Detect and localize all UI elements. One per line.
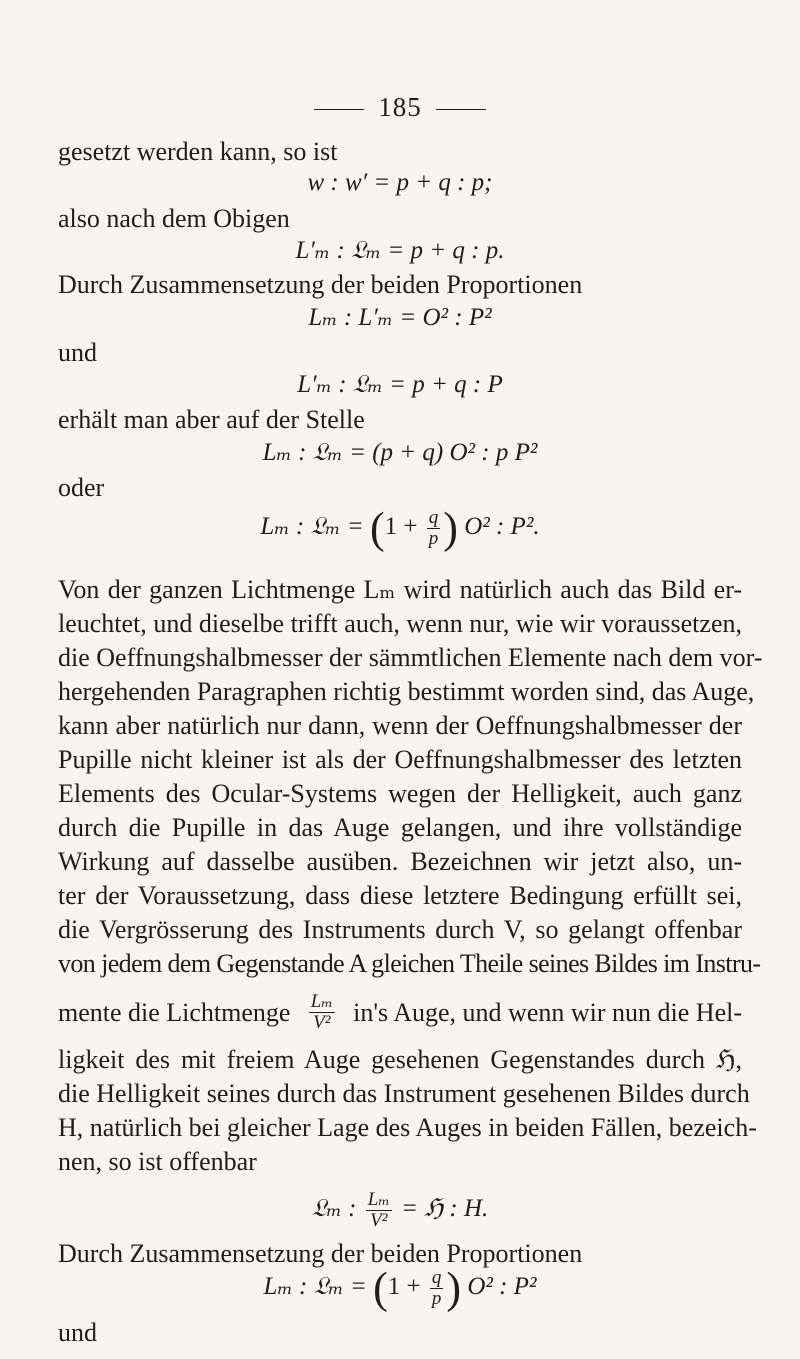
paragraph-line: Pupille nicht kleiner ist als der Oeffnungshalbmesser des letzten xyxy=(58,745,742,774)
equation-7: 𝔏ₘ : $\frac{\text{Lₘ}}{\text{V²}}$ = ℌ : H. xyxy=(311,1189,489,1231)
paragraph-line: Von der ganzen Lichtmenge Lₘ wird natürlich auch das Bild er- xyxy=(58,575,742,604)
paragraph-line: die Helligkeit seines durch das Instrument gesehenen Bildes durch xyxy=(58,1079,750,1108)
paragraph-line: hergehenden Paragraphen richtig bestimmt worden sind, das Auge, xyxy=(58,677,755,706)
text-line: gesetzt werden kann, so ist xyxy=(58,137,338,166)
paragraph-line: die Vergrösserung des Instruments durch V, so gelangt offenbar xyxy=(58,915,742,944)
paragraph-line: ligkeit des mit freiem Auge gesehenen Gegenstandes durch ℌ, xyxy=(58,1045,742,1074)
paragraph-line: von jedem dem Gegenstande A gleichen Theile seines Bildes im Instru- xyxy=(58,949,761,978)
header-rule-left xyxy=(314,109,364,110)
fraction-L-over-V2: $\frac{\text{Lₘ}}{\text{V²}}$ xyxy=(367,1189,390,1231)
header-rule-right xyxy=(436,109,486,110)
fraction-q-over-p: $\frac{q}{p}$ xyxy=(428,507,439,549)
text-line: erhält man aber auf der Stelle xyxy=(58,405,365,434)
fraction-L-over-V2: $\frac{\text{Lₘ}}{\text{V²}}$ xyxy=(310,991,333,1033)
text-line: Durch Zusammensetzung der beiden Proportionen xyxy=(58,1239,583,1268)
paragraph-line-with-fraction: mente die Lichtmenge $\frac{\text{Lₘ}}{\text{V²}}$ in's Auge, und wenn wir nun die Hel- xyxy=(58,991,742,1033)
paragraph-line: Elements des Ocular-Systems wegen der Helligkeit, auch ganz xyxy=(58,779,742,808)
paragraph-line: kann aber natürlich nur dann, wenn der Oeffnungshalbmesser der xyxy=(58,711,742,740)
page-header xyxy=(0,92,800,123)
text-line: und xyxy=(58,338,97,367)
equation-6: Lₘ : 𝔏ₘ = (1 + $\frac{q}{p}$ ) O² : P². xyxy=(260,503,540,553)
equation-1: w : w′ = p + q : p; xyxy=(307,169,493,196)
equation-5: Lₘ : 𝔏ₘ = (p + q) O² : p P² xyxy=(262,439,538,466)
paragraph-line: H, natürlich bei gleicher Lage des Auges in beiden Fällen, bezeich- xyxy=(58,1113,757,1142)
paragraph-line: leuchtet, und dieselbe trifft auch, wenn nur, wie wir voraussetzen, xyxy=(58,609,742,638)
equation-3: Lₘ : L′ₘ = O² : P² xyxy=(308,304,492,331)
equation-8: Lₘ : 𝔏ₘ = (1 + $\frac{q}{p}$ ) O² : P² xyxy=(263,1263,537,1313)
text-line: also nach dem Obigen xyxy=(58,204,290,233)
equation-4: L′ₘ : 𝔏ₘ = p + q : P xyxy=(297,371,503,398)
equation-2: L′ₘ : 𝔏ₘ = p + q : p. xyxy=(295,237,505,264)
paragraph-line: Wirkung auf dasselbe ausüben. Bezeichnen wir jetzt also, un- xyxy=(58,847,742,876)
text-line: oder xyxy=(58,473,105,502)
fraction-q-over-p: $\frac{q}{p}$ xyxy=(431,1267,442,1309)
paragraph-line: ter der Voraussetzung, dass diese letztere Bedingung erfüllt sei, xyxy=(58,881,742,910)
text-line: und xyxy=(58,1318,97,1347)
paragraph-line: durch die Pupille in das Auge gelangen, und ihre vollständige xyxy=(58,813,742,842)
paragraph-line: nen, so ist offenbar xyxy=(58,1147,257,1176)
page-number: 185 xyxy=(378,92,422,122)
text-line: Durch Zusammensetzung der beiden Proportionen xyxy=(58,270,583,299)
paragraph-line: die Oeffnungshalbmesser der sämmtlichen Elemente nach dem vor- xyxy=(58,643,763,672)
